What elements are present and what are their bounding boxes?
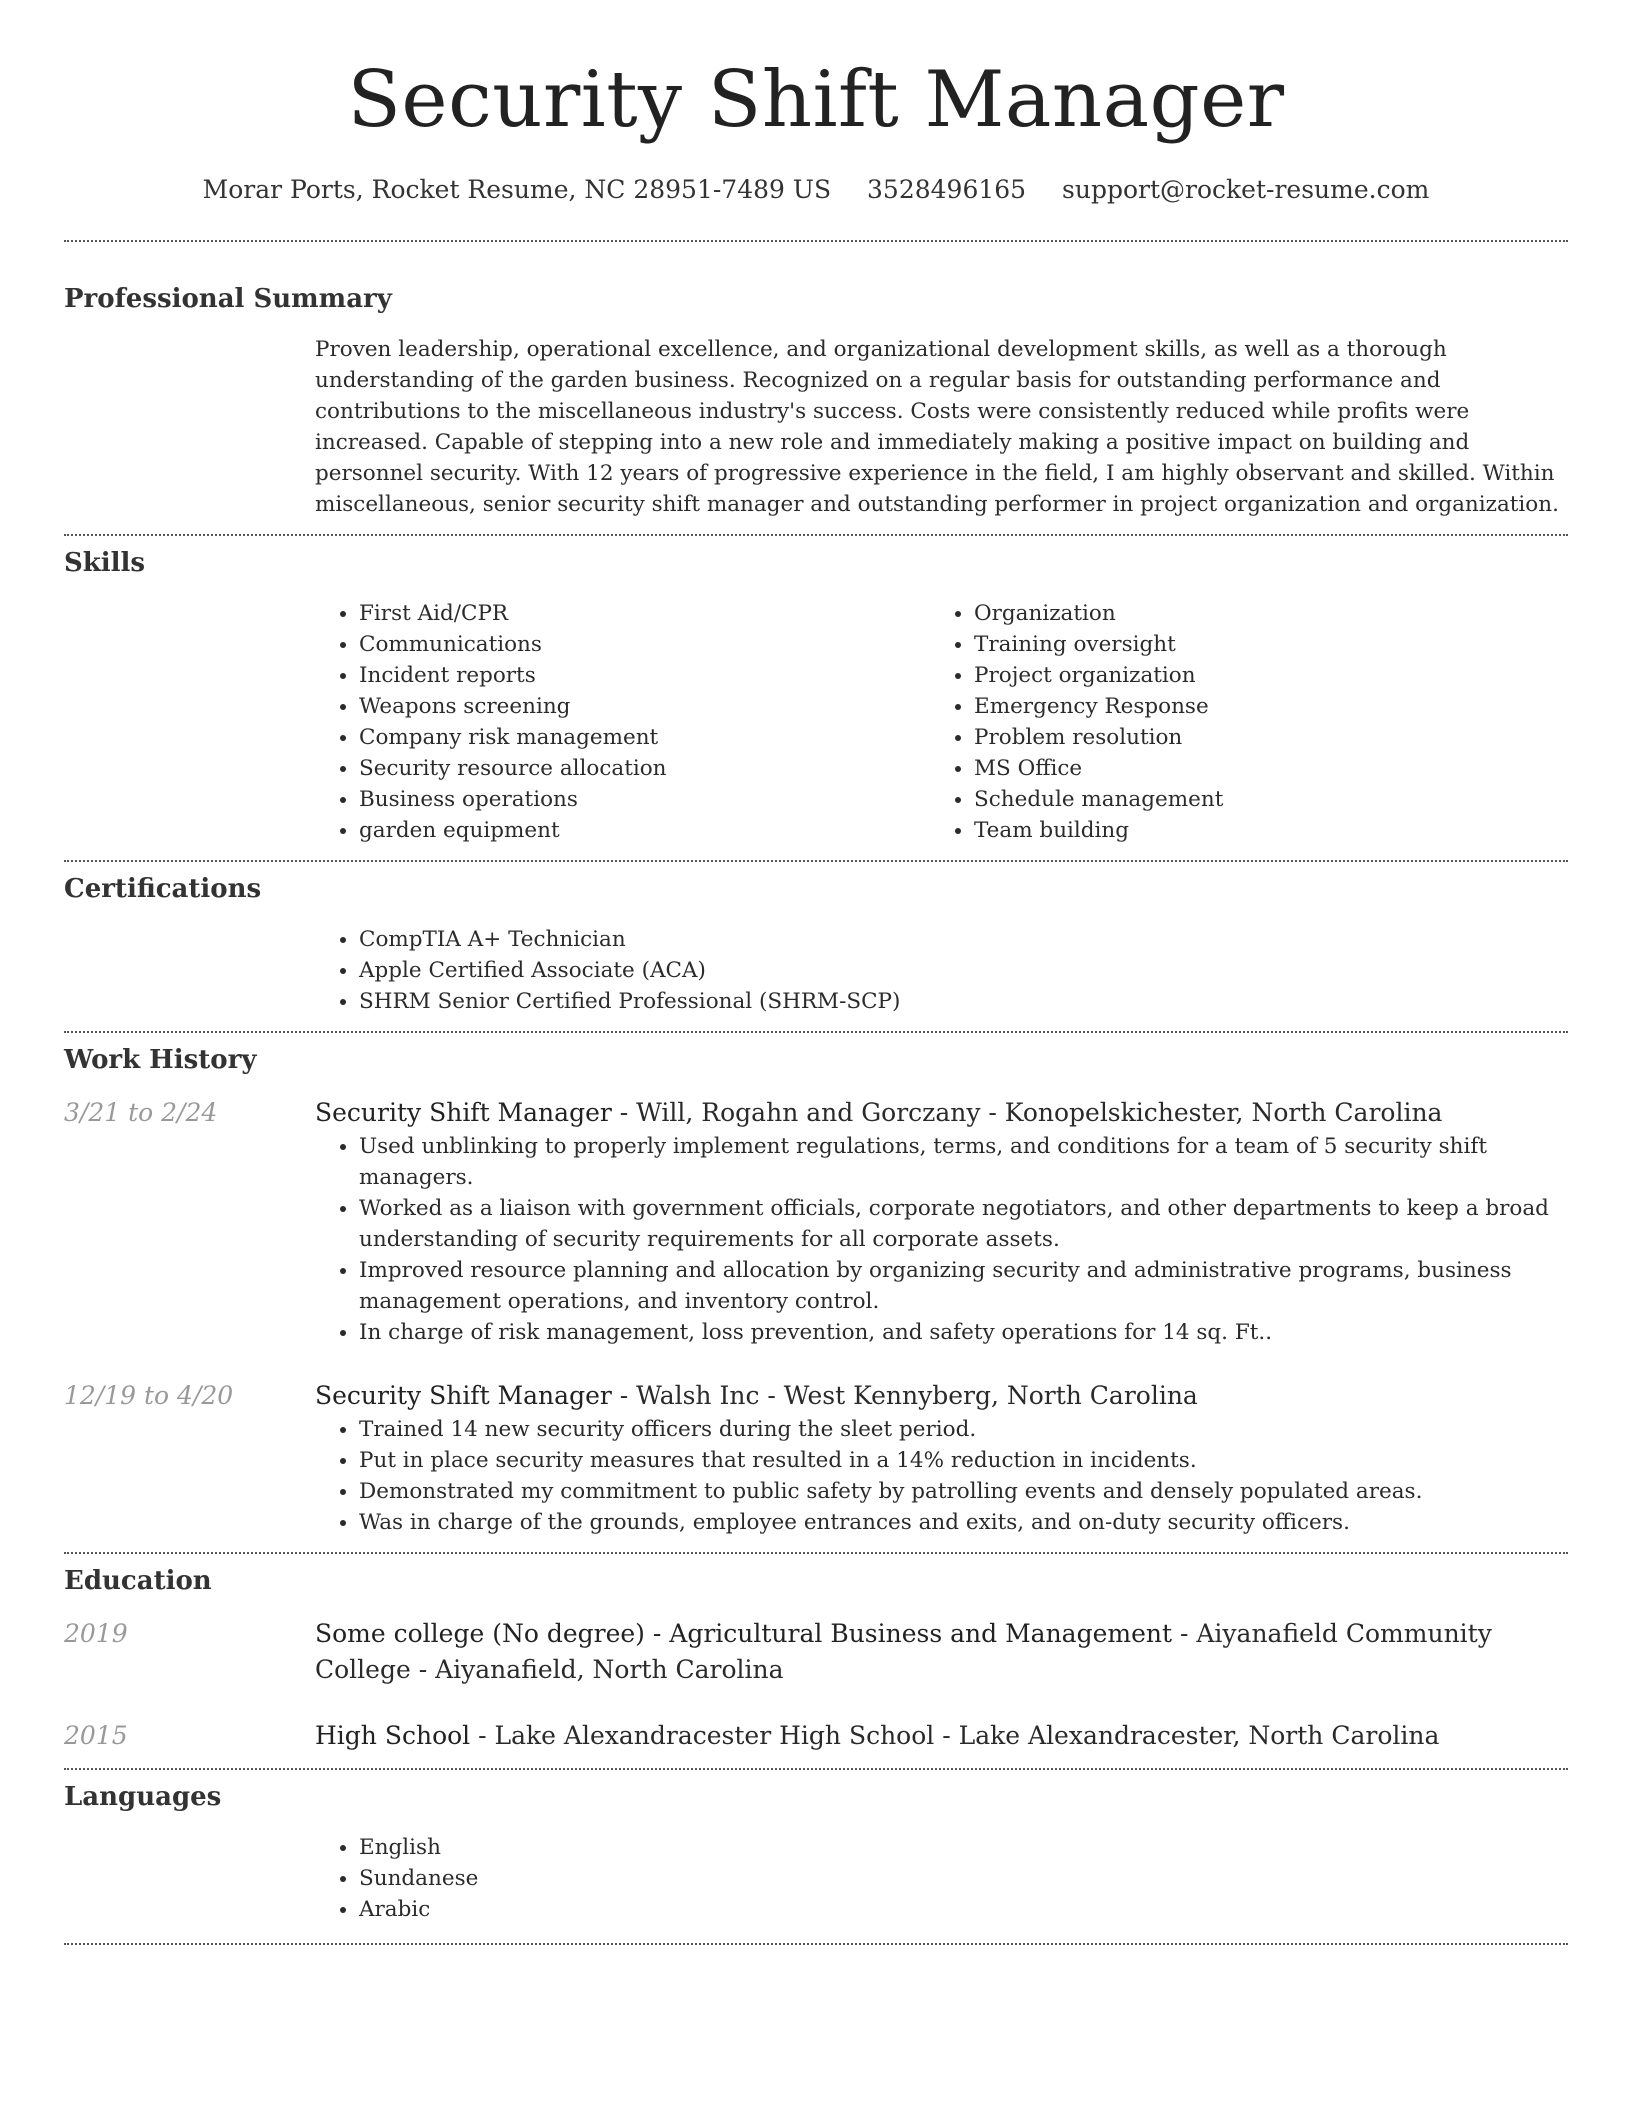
job-duty: • Worked as a liaison with government officials, corporate negotiators, and other departments to keep a broad understanding of security requirements for all corporate assets.: [359, 1193, 1568, 1255]
job-role: Security Shift Manager: [315, 1381, 612, 1410]
skill-item: • Training oversight: [974, 629, 1545, 660]
skills-columns: [315, 598, 1568, 846]
certification-item: • Apple Certified Associate (ACA): [359, 955, 1568, 986]
skill-item: • Business operations: [359, 784, 930, 815]
skill-item: • Weapons screening: [359, 691, 930, 722]
skills-column-right: [930, 598, 1545, 846]
language-item: • English: [359, 1832, 1568, 1863]
job-duty: • Improved resource planning and allocation by organizing security and administrative programs, business management operations, and inventory control.: [359, 1255, 1568, 1317]
job-duty: • Was in charge of the grounds, employee entrances and exits, and on-duty security officers.: [359, 1507, 1568, 1538]
skill-item: • Security resource allocation: [359, 753, 930, 784]
language-item: • Sundanese: [359, 1863, 1568, 1894]
job-employer-location: - Will, Rogahn and Gorczany - Konopelskichester, North Carolina: [611, 1098, 1443, 1127]
certifications-section: [64, 872, 1568, 1017]
education-title: Education: [64, 1566, 212, 1596]
divider: [64, 1768, 1568, 1770]
job-duty: • Trained 14 new security officers during the sleet period.: [359, 1414, 1568, 1445]
education-body: [315, 1616, 1568, 1688]
skill-item: • Communications: [359, 629, 930, 660]
skill-item: • Schedule management: [974, 784, 1545, 815]
education-degree: Some college (No degree) - Agricultural Business and Management: [315, 1619, 1173, 1648]
summary-section: [64, 282, 1568, 520]
divider: [64, 860, 1568, 862]
certification-item: • SHRM Senior Certified Professional (SHRM-SCP): [359, 986, 1568, 1017]
job-duty: • Put in place security measures that resulted in a 14% reduction in incidents.: [359, 1445, 1568, 1476]
skill-item: • Emergency Response: [974, 691, 1545, 722]
job-duty: • In charge of risk management, loss prevention, and safety operations for 14 sq. Ft..: [359, 1317, 1568, 1348]
resume-page: [64, 0, 1568, 1945]
education-heading: [315, 1616, 1568, 1688]
education-entry: [64, 1616, 1568, 1688]
certification-item: • CompTIA A+ Technician: [359, 924, 1568, 955]
language-item: • Arabic: [359, 1894, 1568, 1925]
education-school-location: - Aiyanafield Community College - Aiyanafield, North Carolina: [315, 1619, 1492, 1684]
job-date: 12/19 to 4/20: [64, 1381, 234, 1410]
job-duty: • Demonstrated my commitment to public safety by patrolling events and densely populated areas.: [359, 1476, 1568, 1507]
certifications-title: Certifications: [64, 874, 262, 904]
job-entry: [64, 1378, 1568, 1538]
contact-line: [64, 174, 1568, 206]
summary-text: Proven leadership, operational excellence, and organizational development skills, as well as a thorough understanding of the garden business. Recognized on a regular basis for outstanding performance and contributions to the miscellaneous industry's success. Costs were consistently reduced while profits were increased. Capable of stepping into a new role and immediately making a positive impact on building and personnel security. With 12 years of progressive experience in the field, I am highly observant and skilled. Within miscellaneous, senior security shift manager and outstanding performer in project organization and organization.: [315, 337, 1559, 517]
contact-email: support@rocket-resume.com: [1062, 175, 1430, 204]
job-duties: [315, 1414, 1568, 1538]
languages-list: [315, 1832, 1568, 1925]
work-history-title: Work History: [64, 1045, 257, 1075]
divider: [64, 240, 1568, 242]
contact-address: Morar Ports, Rocket Resume, NC 28951-7489 US: [202, 175, 832, 204]
skill-item: • MS Office: [974, 753, 1545, 784]
job-heading: [315, 1378, 1568, 1414]
languages-title: Languages: [64, 1782, 222, 1812]
skill-item: • Project organization: [974, 660, 1545, 691]
contact-phone: 3528496165: [867, 175, 1027, 204]
job-heading: [315, 1095, 1568, 1131]
education-entry: [64, 1718, 1568, 1754]
skills-title: Skills: [64, 548, 146, 578]
job-role: Security Shift Manager: [315, 1098, 612, 1127]
job-employer-location: - Walsh Inc - West Kennyberg, North Carolina: [611, 1381, 1198, 1410]
education-school-location: - Lake Alexandracester High School - Lake Alexandracester, North Carolina: [470, 1721, 1440, 1750]
education-section: [64, 1564, 1568, 1754]
summary-title: Professional Summary: [64, 284, 392, 314]
skill-item: • Organization: [974, 598, 1545, 629]
divider: [64, 1552, 1568, 1554]
skill-item: • Team building: [974, 815, 1545, 846]
divider: [64, 534, 1568, 536]
education-body: [315, 1718, 1568, 1754]
skills-section: [64, 546, 1568, 846]
job-duties: [315, 1131, 1568, 1348]
certifications-list: [315, 924, 1568, 1017]
job-date: 3/21 to 2/24: [64, 1098, 218, 1127]
education-date: 2015: [64, 1721, 128, 1750]
skill-item: • First Aid/CPR: [359, 598, 930, 629]
skill-item: • Problem resolution: [974, 722, 1545, 753]
job-body: [315, 1095, 1568, 1348]
skill-item: • Company risk management: [359, 722, 930, 753]
skill-item: • garden equipment: [359, 815, 930, 846]
candidate-name: Security Shift Manager: [347, 55, 1285, 145]
languages-section: [64, 1780, 1568, 1925]
divider: [64, 1943, 1568, 1945]
divider: [64, 1031, 1568, 1033]
skills-column-left: [315, 598, 930, 846]
job-body: [315, 1378, 1568, 1538]
skill-item: • Incident reports: [359, 660, 930, 691]
education-degree: High School: [315, 1721, 471, 1750]
job-duty: • Used unblinking to properly implement regulations, terms, and conditions for a team of 5 security shift managers.: [359, 1131, 1568, 1193]
work-history-section: [64, 1043, 1568, 1538]
job-entry: [64, 1095, 1568, 1348]
education-date: 2019: [64, 1619, 128, 1648]
education-heading: [315, 1718, 1568, 1754]
